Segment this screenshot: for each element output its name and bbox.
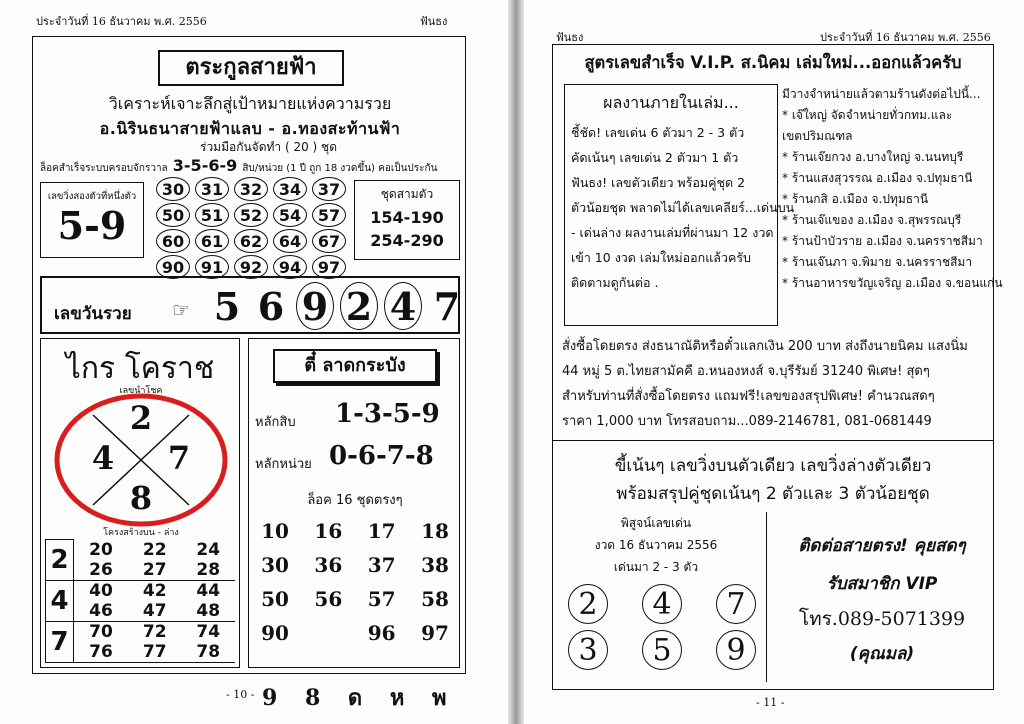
shop-item: * ร้านป้าบัวราย อ.เมือง จ.นครราชสีมา xyxy=(782,234,983,248)
inside-line: คัดเน้นๆ เลขเด่น 2 ตัวมา 1 ตัว xyxy=(571,150,739,165)
lock16-row xyxy=(253,587,457,611)
circle-row xyxy=(156,202,346,228)
lock16-number: 10 xyxy=(261,519,289,543)
lock16-number: 18 xyxy=(421,519,449,543)
kai-top-label: เลขนำโชค xyxy=(119,386,163,396)
kai-number: 74 xyxy=(196,621,221,642)
shop-item: * ร้านเจ๊แของ อ.เมือง จ.สุพรรณบุรี xyxy=(782,213,962,227)
inside-line: ฟันธง! เลขตัวเดียว พร้อมคู่ชุด 2 xyxy=(571,175,746,190)
proof-note: เด่นมา 2 - 3 ตัว xyxy=(613,560,699,574)
circled-number: 32 xyxy=(234,177,268,201)
kai-number: 40 xyxy=(89,580,113,601)
three-set-value: 254-290 xyxy=(370,231,444,250)
kai-number: 48 xyxy=(196,600,221,621)
proof-title: พิสูจน์เลขเด่น xyxy=(620,516,692,530)
circled-number: 91 xyxy=(195,255,229,279)
kai-title: ไกร โคราช xyxy=(65,351,215,386)
lock16-row xyxy=(253,621,457,645)
three-set-box xyxy=(354,180,460,260)
inside-line: - เด่นล่าง ผลงานเล่มที่ผ่านมา 12 งวด xyxy=(571,225,774,240)
three-set-label: ชุดสามตัว xyxy=(380,187,434,201)
kai-number-table xyxy=(45,539,235,663)
lock16-number: 96 xyxy=(367,621,396,645)
shop-item: เขตปริมณฑล xyxy=(782,129,853,143)
authors: อ.นิรินธนาสายฟ้าแลบ - อ.ทองสะท้านฟ้า xyxy=(99,119,401,138)
three-set-value: 154-190 xyxy=(370,208,444,227)
contact-phone: โทร.089-5071399 xyxy=(798,608,966,630)
right-header-date: ประจำวันที่ 16 ธันวาคม พ.ศ. 2556 xyxy=(820,31,991,44)
inside-line: ติดตามดูกันต่อ . xyxy=(571,275,659,290)
proof-digit: 5 xyxy=(642,630,682,670)
shop-item: * ร้านแสงสุวรรณ อ.เมือง จ.ปทุมธานี xyxy=(782,171,973,185)
circled-number: 30 xyxy=(156,177,190,201)
lock16-number: 50 xyxy=(261,587,289,611)
lock-line xyxy=(40,156,464,176)
circled-number: 31 xyxy=(195,177,229,201)
inside-line: ชี้ชัด! เลขเด่น 6 ตัวมา 2 - 3 ตัว xyxy=(571,125,745,140)
lock-suffix: สิบ/หน่วย (1 ปี ถูก 18 งวดขึ้น) คอเป็นประกัน xyxy=(242,163,438,174)
tens-value: 1-3-5-9 xyxy=(335,399,440,429)
left-footer-text: 9 8 ด ห พ xyxy=(262,685,457,711)
circled-number: 64 xyxy=(273,229,307,253)
lock16-label: ล็อค 16 ชุดตรงๆ xyxy=(307,493,403,508)
circled-number: 90 xyxy=(156,255,190,279)
shop-list xyxy=(782,84,1003,294)
kai-digit-bottom: 8 xyxy=(129,479,153,517)
inside-title: ผลงานภายในเล่ม... xyxy=(603,93,739,112)
ladkrabang-title: ตี๋ ลาดกระบัง xyxy=(273,349,437,383)
circle-row xyxy=(156,228,346,254)
rich-digit: 9 xyxy=(296,282,334,330)
divider xyxy=(552,440,994,441)
circled-number: 37 xyxy=(312,177,346,201)
kai-korat-box xyxy=(40,338,240,668)
units-value: 0-6-7-8 xyxy=(329,441,434,471)
shop-item: * ร้านเจ๊ยกวง อ.บางใหญ่ จ.นนทบุรี xyxy=(782,150,964,164)
lock16-number: 38 xyxy=(421,553,449,577)
circled-number: 51 xyxy=(195,203,229,227)
inside-line: เข้า 10 งวด เล่มใหม่ออกแล้วครับ xyxy=(571,250,751,265)
order-line: สั่งซื้อโดยตรง ส่งธนาณัติหรือตั๋วแลกเงิน 200 บาท ส่งถึงนายนิคม แสงนิ่ม xyxy=(562,339,968,354)
tens-label: หลักสิบ xyxy=(255,415,296,430)
circled-number: 94 xyxy=(273,255,307,279)
circled-number: 34 xyxy=(273,177,307,201)
rich-label: เลขวันรวย xyxy=(54,304,132,324)
proof-digit: 2 xyxy=(568,584,608,624)
contact-line-2: รับสมาชิก VIP xyxy=(826,574,938,594)
proof-digit: 4 xyxy=(642,584,682,624)
kai-number: 42 xyxy=(142,580,167,601)
lock16-number: 17 xyxy=(367,519,396,543)
shop-item: * ร้านเจ๊นภา จ.พิมาย จ.นครราชสีมา xyxy=(782,255,973,269)
contact-line-1: ติดต่อสายตรง! คุยสดๆ xyxy=(798,536,966,556)
kai-number: 22 xyxy=(142,539,167,560)
left-header-date: ประจำวันที่ 16 ธันวาคม พ.ศ. 2556 xyxy=(36,15,207,28)
book-spine xyxy=(508,0,524,724)
lock16-number: 90 xyxy=(261,621,289,645)
rich-digit: 5 xyxy=(213,283,241,329)
order-line: 44 หมู่ 5 ต.ไทยสามัคคี อ.หนองหงส์ จ.บุรีรัมย์ 31240 พิเศษ! สุดๆ xyxy=(562,364,930,379)
shop-intro: มีวางจำหน่ายแล้วตามร้านดังต่อไปนี้... xyxy=(782,87,981,101)
rich-digit: 6 xyxy=(257,283,285,329)
lock16-number: 16 xyxy=(314,519,343,543)
pointing-hand-icon: ☞ xyxy=(172,298,190,322)
circled-number: 50 xyxy=(156,203,190,227)
rich-digit: 2 xyxy=(340,282,378,330)
circled-number: 57 xyxy=(312,203,346,227)
kai-number: 78 xyxy=(196,641,221,662)
kai-digit-left: 4 xyxy=(91,439,115,477)
kai-lead-digit: 2 xyxy=(46,540,74,581)
order-line: ราคา 1,000 บาท โทรสอบถาม...089-2146781, 081-0681449 xyxy=(562,414,932,429)
inside-box xyxy=(564,84,795,326)
kai-digit-top: 2 xyxy=(129,399,153,437)
lock16-row xyxy=(253,519,457,543)
lock16-number: 36 xyxy=(314,553,343,577)
lock-digits: 3-5-6-9 xyxy=(172,156,238,175)
lock16-number xyxy=(306,621,350,645)
shop-item: * ร้านกสิ อ.เมือง จ.ปทุมธานี xyxy=(782,192,929,206)
rich-digit: 4 xyxy=(384,282,422,330)
two-digit-value: 5-9 xyxy=(57,203,127,248)
left-page-number: - 10 - xyxy=(226,688,255,701)
circle-row xyxy=(156,176,346,202)
rich-digit: 7 xyxy=(433,283,461,329)
circled-number: 97 xyxy=(312,255,346,279)
proof-row xyxy=(562,584,762,624)
kai-number: 27 xyxy=(142,559,167,580)
kai-table xyxy=(45,539,235,663)
two-digit-box xyxy=(40,182,144,258)
two-digit-label: เลขวิ่งสองตัวที่หนึ่งตัว xyxy=(47,191,137,202)
right-header-name: ฟันธง xyxy=(556,31,584,44)
kai-number: 77 xyxy=(142,641,167,662)
circled-number: 92 xyxy=(234,255,268,279)
shop-item: * ร้านอาหารขวัญเจริญ อ.เมือง จ.ขอนแก่น xyxy=(782,276,1003,290)
subtitle: วิเคราะห์เจาะลึกสู่เป้าหมายแห่งความรวย xyxy=(108,94,392,113)
proof-digit: 9 xyxy=(716,630,756,670)
circled-number: 62 xyxy=(234,229,268,253)
rich-digits xyxy=(208,282,466,330)
lock16-table xyxy=(253,519,457,655)
lock-prefix: ล็อคสำเร็จระบบครอบจักรวาล xyxy=(40,163,168,174)
page-title: ตระกูลสายฟ้า xyxy=(158,50,344,86)
shop-item: * เจ๊ใหญ่ จัดจำหน่ายทั่วกทม.และ xyxy=(782,108,953,122)
kai-lead-digit: 7 xyxy=(46,621,74,662)
inside-line: ตัวน้อยชุด พลาดไม่ได้เลขเคลียร์...เด่นบน xyxy=(571,200,795,215)
kai-number: 20 xyxy=(89,539,113,560)
kai-number: 24 xyxy=(196,539,221,560)
promo-line-1: ขี้เน้นๆ เลขวิ่งบนตัวเดียว เลขวิ่งล่างตัวเดียว xyxy=(614,456,932,476)
kai-bottom-label: โครงสร้างบน - ล่าง xyxy=(103,528,179,538)
kai-number: 47 xyxy=(142,600,167,621)
promo-line-2: พร้อมสรุปคู่ชุดเน้นๆ 2 ตัวและ 3 ตัวน้อยชุด xyxy=(616,484,930,504)
lock16-number: 57 xyxy=(367,587,396,611)
kai-lead-digit: 4 xyxy=(46,580,74,621)
proof-digit: 7 xyxy=(716,584,756,624)
circled-number: 67 xyxy=(312,229,346,253)
lock16-number: 58 xyxy=(421,587,449,611)
ladkrabang-box xyxy=(248,338,460,668)
proof-date: งวด 16 ธันวาคม 2556 xyxy=(594,538,718,552)
circled-number: 52 xyxy=(234,203,268,227)
kai-number: 26 xyxy=(89,559,113,580)
proof-digits xyxy=(562,584,762,676)
order-line: สำหรับท่านที่สั่งซื้อโดยตรง แถมฟรี!เลขของสรุปพิเศษ! คำนวณสดๆ xyxy=(562,389,935,404)
kai-number: 76 xyxy=(89,641,113,662)
banner: สูตรเลขสำเร็จ V.I.P. ส.นิคม เล่มใหม่...ออกแล้วครับ xyxy=(584,53,962,72)
inside-lines xyxy=(565,116,795,295)
kai-number: 72 xyxy=(142,621,167,642)
proof-row xyxy=(562,630,762,670)
kai-digit-right: 7 xyxy=(167,439,191,477)
kai-number: 44 xyxy=(196,580,221,601)
circle-number-grid xyxy=(156,176,346,280)
rich-number-box xyxy=(40,276,460,334)
proof-digit: 3 xyxy=(568,630,608,670)
circled-number: 60 xyxy=(156,229,190,253)
lock16-number: 56 xyxy=(314,587,343,611)
lock16-number: 37 xyxy=(367,553,396,577)
circled-number: 54 xyxy=(273,203,307,227)
units-label: หลักหน่วย xyxy=(255,457,312,472)
right-page-number: - 11 - xyxy=(756,696,785,709)
collab-text: ร่วมมือกันจัดทำ ( 20 ) ชุด xyxy=(200,140,337,154)
kai-number: 46 xyxy=(89,600,113,621)
contact-name: (คุณมล) xyxy=(849,644,915,664)
lock16-number: 97 xyxy=(421,621,449,645)
lock16-number: 30 xyxy=(261,553,289,577)
circled-number: 61 xyxy=(195,229,229,253)
left-header-name: ฟันธง xyxy=(420,15,448,28)
kai-number: 28 xyxy=(196,559,221,580)
vertical-divider xyxy=(766,512,767,682)
kai-number: 70 xyxy=(89,621,113,642)
lock16-row xyxy=(253,553,457,577)
order-info xyxy=(562,334,990,434)
